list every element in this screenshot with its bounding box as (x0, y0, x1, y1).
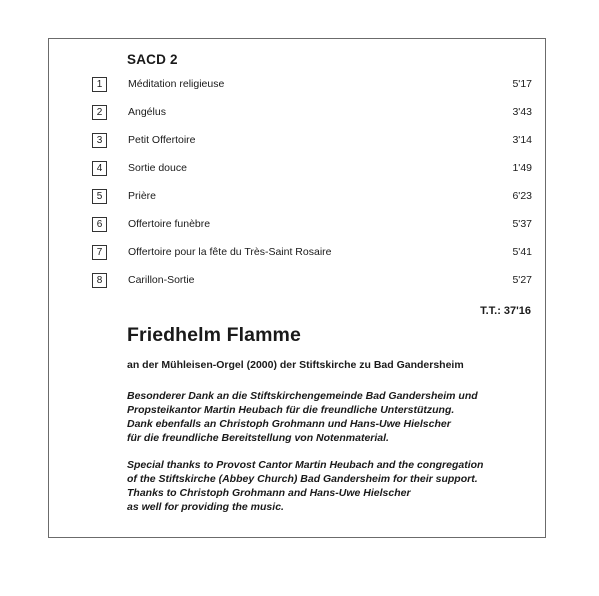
track-duration: 5'27 (512, 274, 532, 286)
acknowledgement-line: für die freundliche Bereitstellung von Notenmaterial. (127, 432, 389, 444)
track-number: 4 (92, 161, 107, 176)
track-number: 7 (92, 245, 107, 260)
track-row (92, 273, 532, 301)
track-number: 1 (92, 77, 107, 92)
track-list (92, 77, 532, 301)
acknowledgement-line: as well for providing the music. (127, 501, 284, 513)
booklet-page (48, 38, 546, 538)
acknowledgement-line: Besonderer Dank an die Stiftskirchengemeinde Bad Gandersheim und (127, 390, 478, 402)
acknowledgement-line: Dank ebenfalls an Christoph Grohmann und Hans-Uwe Hielscher (127, 418, 451, 430)
track-row (92, 133, 532, 161)
track-row (92, 245, 532, 273)
track-row (92, 105, 532, 133)
acknowledgement-line: Propsteikantor Martin Heubach für die freundliche Unterstützung. (127, 404, 455, 416)
track-duration: 5'41 (512, 246, 532, 258)
track-duration: 3'43 (512, 106, 532, 118)
track-title: Angélus (128, 106, 166, 118)
total-time: T.T.: 37'16 (480, 305, 531, 317)
track-title: Méditation religieuse (128, 78, 225, 90)
track-number: 3 (92, 133, 107, 148)
performance-subtitle: an der Mühleisen-Orgel (2000) der Stiftskirche zu Bad Gandersheim (127, 359, 464, 371)
track-duration: 1'49 (512, 162, 532, 174)
disc-title: SACD 2 (127, 52, 178, 67)
track-duration: 5'37 (512, 218, 532, 230)
track-duration: 3'14 (512, 134, 532, 146)
track-duration: 5'17 (512, 78, 532, 90)
track-row (92, 217, 532, 245)
track-row (92, 189, 532, 217)
track-duration: 6'23 (512, 190, 532, 202)
track-title: Sortie douce (128, 162, 187, 174)
track-number: 2 (92, 105, 107, 120)
track-title: Carillon-Sortie (128, 274, 195, 286)
track-number: 5 (92, 189, 107, 204)
track-title: Petit Offertoire (128, 134, 196, 146)
acknowledgements-german (127, 389, 478, 445)
artist-name: Friedhelm Flamme (127, 324, 301, 346)
track-title: Prière (128, 190, 157, 202)
track-number: 6 (92, 217, 107, 232)
acknowledgement-line: Thanks to Christoph Grohmann and Hans-Uwe Hielscher (127, 487, 411, 499)
track-number: 8 (92, 273, 107, 288)
acknowledgement-line: Special thanks to Provost Cantor Martin Heubach and the congregation (127, 459, 484, 471)
acknowledgement-line: of the Stiftskirche (Abbey Church) Bad Gandersheim for their support. (127, 473, 478, 485)
acknowledgements-english (127, 458, 483, 514)
track-row (92, 161, 532, 189)
track-title: Offertoire funèbre (128, 218, 211, 230)
track-row (92, 77, 532, 105)
track-title: Offertoire pour la fête du Très-Saint Rosaire (128, 246, 332, 258)
